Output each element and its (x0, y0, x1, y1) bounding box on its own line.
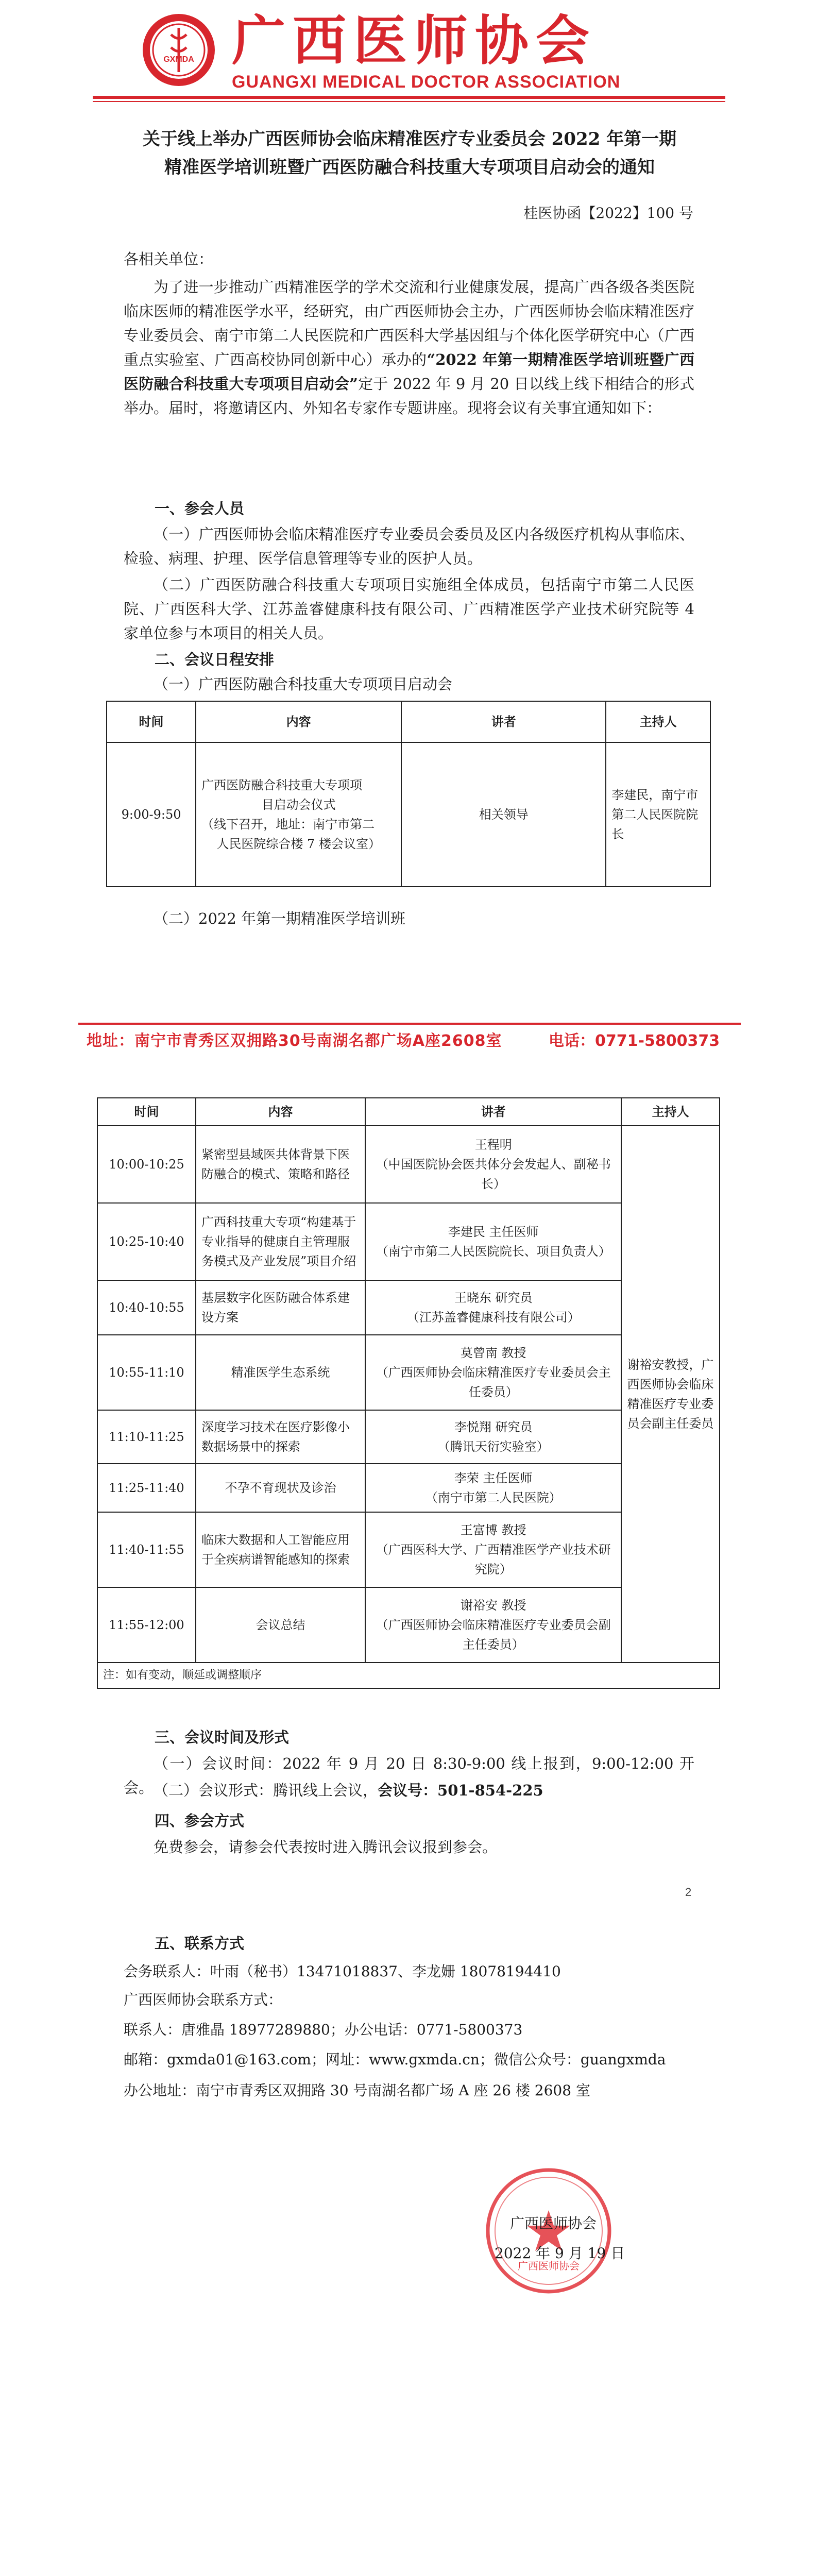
table-row-time: 11:40-11:55 (97, 1512, 196, 1587)
table-row-content: 临床大数据和人工智能应用于全疾病谱智能感知的探索 (196, 1512, 365, 1587)
org-name-cn: 广西医师协会 (232, 9, 597, 72)
table-row-content: 紧密型县域医共体背景下医防融合的模式、策略和路径 (196, 1126, 365, 1203)
header-divider (93, 96, 725, 99)
section-5-heading: 五、联系方式 (155, 1935, 245, 1952)
signature-org: 广西医师协会 (510, 2215, 597, 2232)
section-4-heading: 四、参会方式 (155, 1812, 245, 1829)
footer-telephone: 电话：0771-5800373 (549, 1032, 720, 1050)
table-row-content: 精准医学生态系统 (196, 1335, 365, 1410)
intro-text-2: 定于 2022 年 9 月 20 日以线上线下相结合的形式举办。届时，将邀请区内、外知名专家作专题讲座。现将会议有关事宜通知如下： (124, 375, 695, 417)
page-1 (0, 0, 817, 1061)
association-logo (140, 11, 217, 89)
intro-paragraph (124, 275, 694, 420)
table-row-speaker: 李荣 主任医师 （南宁市第二人民医院） (365, 1464, 621, 1512)
table2-header-speaker: 讲者 (365, 1098, 621, 1126)
table-row-content: 广西科技重大专项“构建基于专业指导的健康自主管理服务模式及产业发展”项目介绍 (196, 1203, 365, 1280)
table-row-speaker: 李建民 主任医师 （南宁市第二人民医院院长、项目负责人） (365, 1203, 621, 1280)
section-1-heading: 一、参会人员 (155, 500, 245, 517)
association-contact-label: 广西医师协会联系方式： (124, 1991, 283, 2008)
section-4-para-1: 免费参会，请参会代表按时进入腾讯会议报到参会。 (154, 1838, 498, 1856)
table1-content: 广西医防融合科技重大专项项 目启动会仪式 （线下召开，地址：南宁市第二 人民医院综合楼 7 楼会议室） (196, 742, 401, 887)
table-row-speaker: 谢裕安 教授 （广西医师协会临床精准医疗专业委员会副主任委员） (365, 1587, 621, 1663)
page-2 (0, 1061, 817, 2576)
table-row-time: 10:55-11:10 (97, 1335, 196, 1410)
table-row-speaker: 王富博 教授 （广西医科大学、广西精准医学产业技术研究院） (365, 1512, 621, 1587)
table-row-speaker: 王晓东 研究员 （江苏盖睿健康科技有限公司） (365, 1280, 621, 1335)
svg-text:GXMDA: GXMDA (163, 55, 194, 64)
table-row-time: 11:10-11:25 (97, 1410, 196, 1464)
table-row-content: 深度学习技术在医疗影像小数据场景中的探索 (196, 1410, 365, 1464)
table1-speaker: 相关领导 (401, 742, 606, 887)
salutation: 各相关单位： (124, 250, 214, 268)
svg-text:广西医师协会: 广西医师协会 (518, 2260, 580, 2272)
footer-address: 地址：南宁市青秀区双拥路30号南湖名都广场A座2608室 (87, 1032, 502, 1050)
table-row-content: 会议总结 (196, 1587, 365, 1663)
table-row-time: 10:25-10:40 (97, 1203, 196, 1280)
table1-header-content: 内容 (196, 701, 401, 742)
table-row-speaker: 莫曾南 教授 （广西医师协会临床精准医疗专业委员会主任委员） (365, 1335, 621, 1410)
email-website: 邮箱：gxmda01@163.com；网址：www.gxmda.cn；微信公众号：guangxmda (124, 2051, 666, 2068)
affairs-contact: 会务联系人：叶雨（秘书）13471018837、李龙姗 18078194410 (124, 1963, 561, 1980)
table-row-time: 11:25-11:40 (97, 1464, 196, 1512)
header-divider-thin (93, 101, 725, 102)
document-number: 桂医协函【2022】100 号 (523, 205, 693, 222)
page-number-2: 2 (685, 1886, 692, 1899)
table1-host: 李建民，南宁市第二人民医院院长 (606, 742, 710, 887)
table2-header-host: 主持人 (621, 1098, 720, 1126)
table-row-speaker: 王程明 （中国医院协会医共体分会发起人、副秘书长） (365, 1126, 621, 1203)
table2-header-time: 时间 (97, 1098, 196, 1126)
section-1-para-2: （二）广西医防融合科技重大专项项目实施组全体成员，包括南宁市第二人民医院、广西医科大学、江苏盖睿健康科技有限公司、广西精准医学产业技术研究院等 4 家单位参与本项目的相关人员。 (124, 576, 694, 642)
table-row-content: 基层数字化医防融合体系建设方案 (196, 1280, 365, 1335)
table1-header-speaker: 讲者 (401, 701, 606, 742)
org-name-en: GUANGXI MEDICAL DOCTOR ASSOCIATION (232, 72, 621, 92)
intro-event-name: “2022 年第一期精准医学培训班暨广西医防融合科技重大专项项目启动会” (124, 351, 694, 393)
section-3-para-1: （一）会议时间：2022 年 9 月 20 日 8:30-9:00 线上报到，9:00-12:00 开会。 (124, 1755, 694, 1797)
section-3-heading: 三、会议时间及形式 (155, 1728, 290, 1746)
table-row-content: 不孕不育现状及诊治 (196, 1464, 365, 1512)
section-3-para-2: （二）会议形式：腾讯线上会议，会议号：501-854-225 (154, 1782, 543, 1799)
section-2-heading: 二、会议日程安排 (155, 651, 275, 668)
footer-divider (78, 1023, 741, 1025)
doc-title-line2: 精准医学培训班暨广西医防融合科技重大专项项目启动会的通知 (164, 157, 655, 178)
section-2-sub-1: （一）广西医防融合科技重大专项项目启动会 (154, 675, 453, 693)
table1-header-host: 主持人 (606, 701, 710, 742)
office-address: 办公地址：南宁市青秀区双拥路 30 号南湖名都广场 A 座 26 楼 2608 室 (124, 2082, 590, 2099)
table-row-time: 11:55-12:00 (97, 1587, 196, 1663)
doc-title-line1: 关于线上举办广西医师协会临床精准医疗专业委员会 2022 年第一期 (142, 129, 677, 149)
table1-header-time: 时间 (107, 701, 196, 742)
table1-time: 9:00-9:50 (107, 742, 196, 887)
table2-header-content: 内容 (196, 1098, 365, 1126)
contact-person: 联系人：唐雅晶 18977289880；办公电话：0771-5800373 (124, 2021, 523, 2038)
section-2-sub-2: （二）2022 年第一期精准医学培训班 (154, 910, 406, 927)
table-row-time: 10:00-10:25 (97, 1126, 196, 1203)
table-row-time: 10:40-10:55 (97, 1280, 196, 1335)
table2-host: 谢裕安教授，广西医师协会临床精准医疗专业委员会副主任委员 (621, 1126, 720, 1663)
signature-date: 2022 年 9 月 19 日 (495, 2245, 625, 2262)
section-1-para-1: （一）广西医师协会临床精准医疗专业委员会委员及区内各级医疗机构从事临床、检验、病理、护理、医学信息管理等专业的医护人员。 (124, 526, 694, 567)
kickoff-schedule-table (106, 701, 711, 887)
table-row-speaker: 李悦翔 研究员 （腾讯天衍实验室） (365, 1410, 621, 1464)
training-schedule-table (97, 1097, 720, 1689)
intro-text-1: 为了进一步推动广西精准医学的学术交流和行业健康发展，提高广西各级各类医院临床医师的精准医学水平，经研究，由广西医师协会主办，广西医师协会临床精准医疗专业委员会、南宁市第二人民医院和广西医科大学基因组与个体化医学研究中心（广西重点实验室、广西高校协同创新中心）承办的 (124, 278, 694, 368)
table2-note: 注：如有变动，顺延或调整顺序 (97, 1663, 720, 1688)
